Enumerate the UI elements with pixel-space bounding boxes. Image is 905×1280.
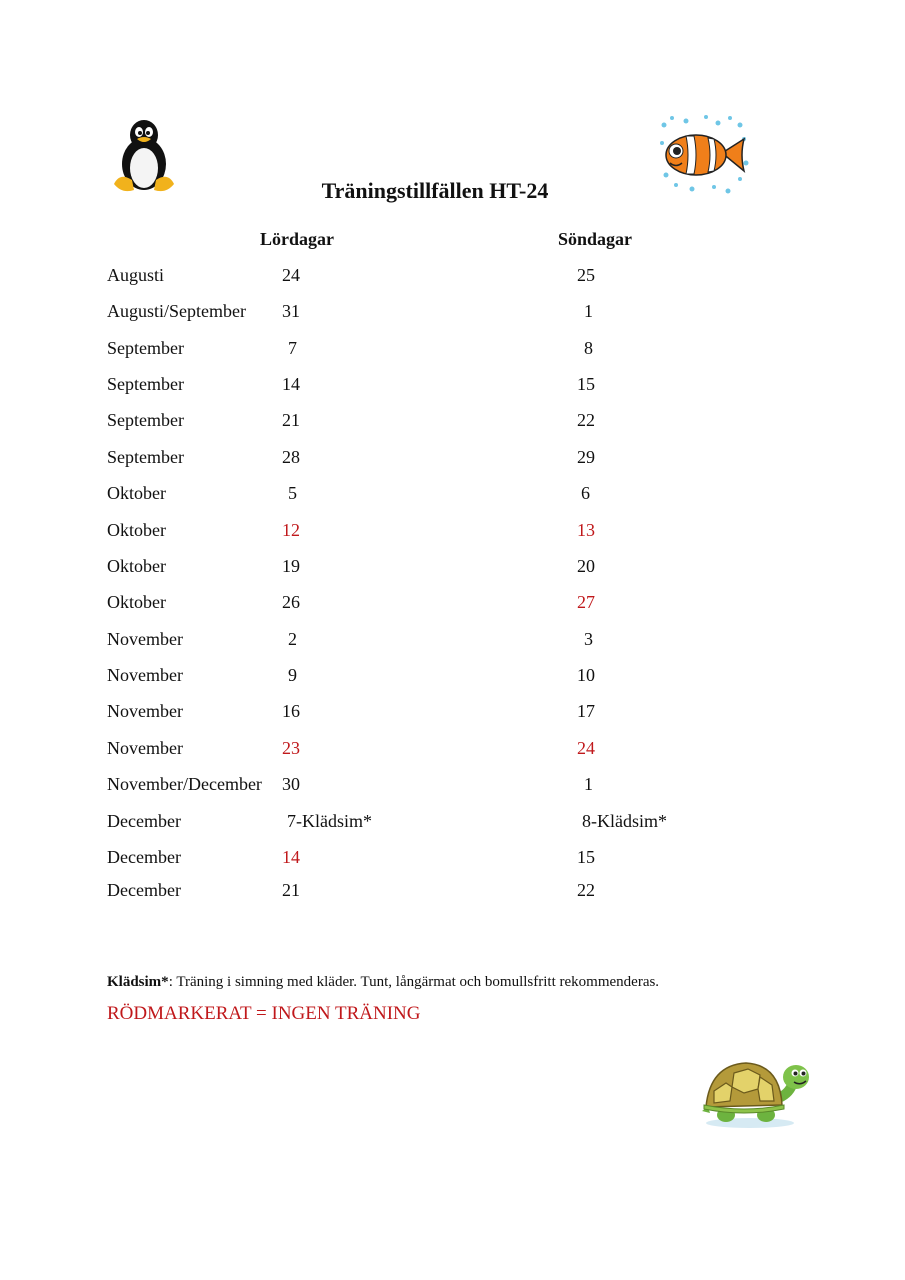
month-cell: December: [107, 847, 181, 867]
month-cell: September: [107, 410, 184, 430]
month-cell: November/December: [107, 774, 262, 794]
column-header-sunday: Söndagar: [558, 229, 633, 249]
saturday-date-cell: 14: [282, 847, 300, 867]
saturday-date-cell: 28: [282, 447, 300, 467]
footnote: [107, 974, 659, 991]
month-cell: Oktober: [107, 520, 166, 540]
month-cell: Oktober: [107, 556, 166, 576]
saturday-date-cell: 16: [282, 701, 300, 721]
saturday-date-cell: 12: [282, 520, 300, 540]
table-row: [0, 374, 905, 398]
sunday-date-cell: 24: [577, 738, 595, 758]
sunday-date-cell: 20: [577, 556, 595, 576]
table-row: [0, 811, 905, 835]
table-row: [0, 774, 905, 798]
saturday-date-cell: 7-Klädsim*: [287, 811, 372, 831]
month-cell: Augusti: [107, 265, 165, 285]
table-row: [0, 847, 905, 871]
saturday-date-cell: 21: [282, 410, 300, 430]
sunday-date-cell: 25: [577, 265, 595, 285]
table-row: [0, 738, 905, 762]
table-row: [0, 520, 905, 544]
sunday-date-cell: 29: [577, 447, 595, 467]
saturday-date-cell: 23: [282, 738, 300, 758]
sunday-date-cell: 3: [584, 629, 593, 649]
table-row: [0, 701, 905, 725]
sunday-date-cell: 22: [577, 410, 595, 430]
month-cell: December: [107, 880, 181, 900]
table-row: [0, 338, 905, 362]
month-cell: September: [107, 338, 184, 358]
sunday-date-cell: 27: [577, 592, 595, 612]
table-row: [0, 447, 905, 471]
saturday-date-cell: 19: [282, 556, 300, 576]
month-cell: December: [107, 811, 181, 831]
month-cell: Oktober: [107, 483, 166, 503]
table-row: [0, 556, 905, 580]
sunday-date-cell: 1: [584, 301, 593, 321]
sunday-date-cell: 13: [577, 520, 595, 540]
footnote-text: : Träning i simning med kläder. Tunt, långärmat och bomullsfritt rekommenderas.: [168, 974, 660, 990]
sunday-date-cell: 8-Klädsim*: [582, 811, 667, 831]
saturday-date-cell: 2: [288, 629, 297, 649]
sunday-date-cell: 6: [581, 483, 590, 503]
saturday-date-cell: 24: [282, 265, 300, 285]
table-row: [0, 483, 905, 507]
sunday-date-cell: 22: [577, 880, 595, 900]
table-row: [0, 301, 905, 325]
saturday-date-cell: 21: [282, 880, 300, 900]
saturday-date-cell: 9: [288, 665, 297, 685]
month-cell: Oktober: [107, 592, 166, 612]
saturday-date-cell: 14: [282, 374, 300, 394]
column-header-saturday: Lördagar: [260, 229, 334, 249]
month-cell: Augusti/September: [107, 301, 246, 321]
turtle-icon: [700, 1055, 812, 1131]
table-row: [0, 629, 905, 653]
table-row: [0, 592, 905, 616]
month-cell: November: [107, 738, 183, 758]
footnote-term: Klädsim*: [107, 974, 169, 990]
sunday-date-cell: 15: [577, 847, 595, 867]
month-cell: November: [107, 665, 183, 685]
table-row: [0, 410, 905, 434]
page-title: Träningstillfällen HT-24: [321, 178, 549, 203]
sunday-date-cell: 1: [584, 774, 593, 794]
month-cell: September: [107, 447, 184, 467]
sunday-date-cell: 8: [584, 338, 593, 358]
saturday-date-cell: 31: [282, 301, 300, 321]
sunday-date-cell: 15: [577, 374, 595, 394]
saturday-date-cell: 5: [288, 483, 297, 503]
saturday-date-cell: 30: [282, 774, 300, 794]
sunday-date-cell: 10: [577, 665, 595, 685]
table-row: [0, 880, 905, 904]
saturday-date-cell: 7: [288, 338, 297, 358]
month-cell: November: [107, 629, 183, 649]
month-cell: November: [107, 701, 183, 721]
saturday-date-cell: 26: [282, 592, 300, 612]
table-row: [0, 265, 905, 289]
sunday-date-cell: 17: [577, 701, 595, 721]
cancelled-legend: RÖDMARKERAT = INGEN TRÄNING: [107, 1003, 421, 1024]
month-cell: September: [107, 374, 184, 394]
table-row: [0, 665, 905, 689]
